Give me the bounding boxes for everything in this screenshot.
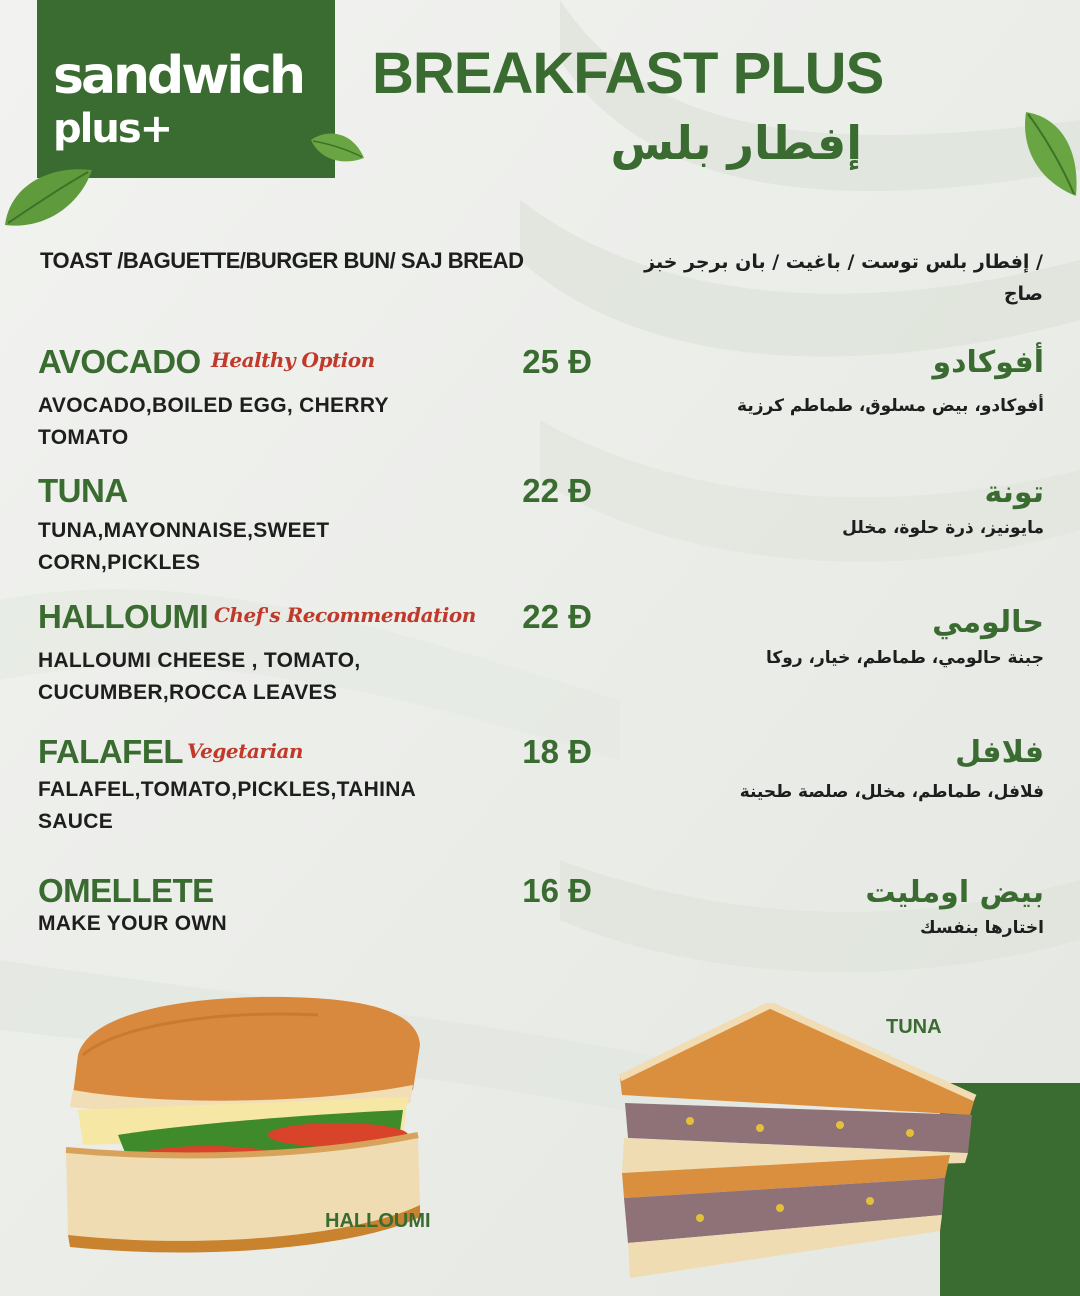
leaf-icon	[308, 128, 366, 168]
page-title: BREAKFAST PLUS	[372, 41, 884, 106]
dirham-icon: Đ	[568, 598, 592, 635]
menu-item-name-arabic: تونة	[984, 475, 1044, 510]
dirham-icon: Đ	[568, 343, 592, 380]
brand-logo	[37, 0, 335, 178]
menu-item-name-arabic: حالومي	[932, 605, 1044, 640]
menu-item-price: 22 Đ	[522, 598, 592, 635]
menu-item-tag: Vegetarian	[187, 739, 303, 763]
page-title-arabic: إفطار بلس	[610, 116, 862, 170]
logo-wordmark: sandwich	[53, 46, 303, 106]
menu-item-name: FALAFEL	[38, 733, 183, 770]
menu-item-description-arabic: جبنة حالومي، طماطم، خيار، روكا	[765, 648, 1044, 668]
dirham-icon: Đ	[568, 872, 592, 909]
photo-label-halloumi: HALLOUMI	[325, 1210, 431, 1232]
menu-item-description: MAKE YOUR OWN	[38, 912, 228, 935]
menu-item-description-arabic: مايونيز، ذرة حلوة، مخلل	[842, 518, 1044, 538]
menu-item-description-arabic: فلافل، طماطم، مخلل، صلصة طحينة	[739, 782, 1044, 802]
menu-item-name-arabic: فلافل	[955, 735, 1044, 770]
menu-item-description: TUNA,MAYONNAISE,SWEET CORN,PICKLES	[38, 519, 330, 574]
menu-item-description-arabic: أفوكادو، بيض مسلوق، طماطم كرزية	[737, 396, 1044, 416]
menu-item-name: HALLOUMI	[38, 598, 209, 635]
menu-item-price: 18 Đ	[522, 733, 592, 770]
dirham-icon: Đ	[568, 733, 592, 770]
menu-item-price: 16 Đ	[522, 872, 592, 909]
menu-item-name: AVOCADO	[38, 343, 201, 380]
menu-item-price: 22 Đ	[522, 472, 592, 509]
dirham-icon: Đ	[568, 472, 592, 509]
leaf-icon	[1018, 108, 1080, 200]
leaf-icon	[0, 160, 95, 235]
menu-item-name: TUNA	[38, 472, 128, 509]
menu-item-name-arabic: بيض اومليت	[865, 875, 1044, 910]
menu-item-name: OMELLETE	[38, 872, 214, 909]
bread-options: TOAST /BAGUETTE/BURGER BUN/ SAJ BREAD	[40, 248, 524, 273]
menu-item-tag: Healthy Option	[211, 348, 375, 372]
tuna-sandwich-photo	[610, 1003, 980, 1288]
menu-item-description: HALLOUMI CHEESE , TOMATO, CUCUMBER,ROCCA LEAVES	[38, 649, 361, 704]
menu-item-description: AVOCADO,BOILED EGG, CHERRY TOMATO	[38, 394, 389, 449]
menu-item-description: FALAFEL,TOMATO,PICKLES,TAHINA SAUCE	[38, 778, 416, 833]
menu-item-name-arabic: أفوكادو	[932, 345, 1044, 380]
menu-item-price: 25 Đ	[522, 343, 592, 380]
logo-plus: plus+	[53, 106, 172, 152]
photo-label-tuna: TUNA	[886, 1016, 942, 1038]
menu-item-description-arabic: اختارها بنفسك	[920, 918, 1044, 938]
bread-options-arabic: / إفطار بلس توست / باغيت / بان برجر خبز صاج	[644, 251, 1043, 305]
menu-item-tag: Chef's Recommendation	[214, 603, 476, 627]
